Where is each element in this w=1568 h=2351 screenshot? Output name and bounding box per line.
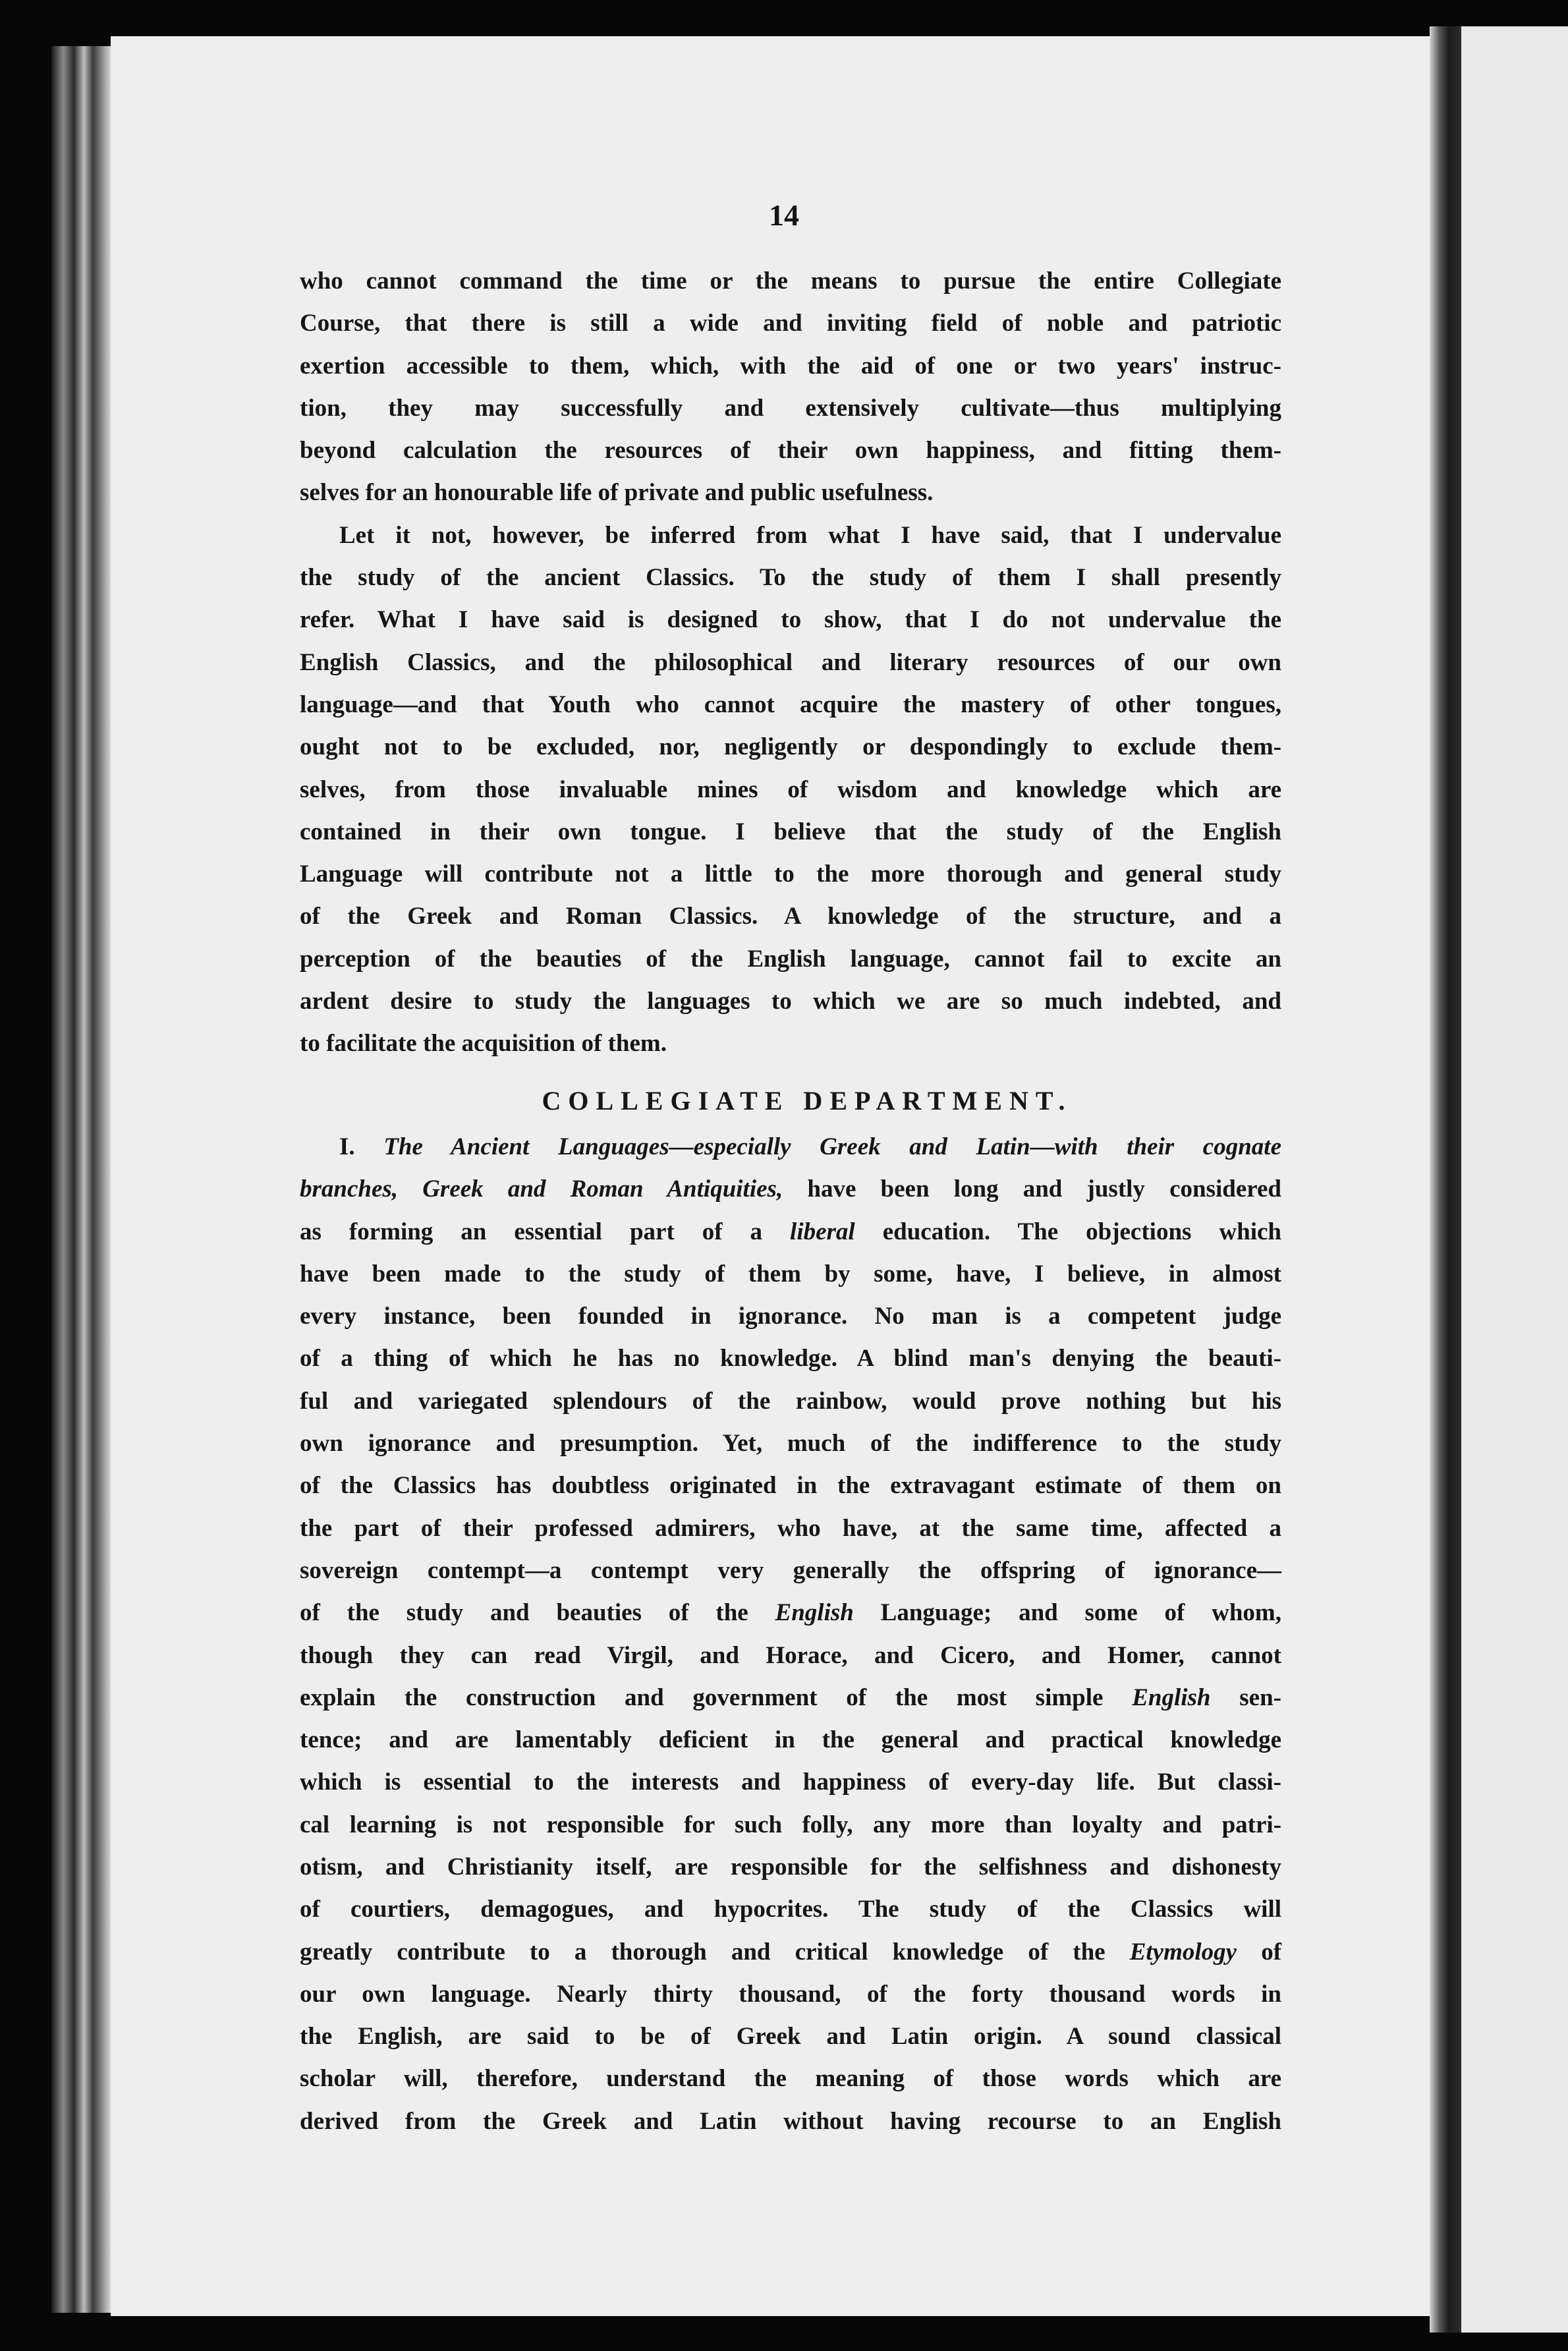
italic-word: English — [775, 1599, 854, 1627]
text-line — [300, 1931, 1281, 1973]
italic-word: Etymology — [1129, 1938, 1237, 1966]
text-line: Course, that there is still a wide and inviting field of noble and patriotic — [300, 310, 1281, 337]
paragraph-1 — [300, 260, 1281, 515]
text-line: Let it not, however, be inferred from what I have said, that I undervalue — [339, 521, 1281, 549]
text-line: the part of their professed admirers, who have, at the same time, affected a — [300, 1514, 1281, 1542]
text-line — [300, 1677, 1281, 1719]
text-line: who cannot command the time or the means to pursue the entire Collegiate — [300, 268, 1281, 295]
italic-word: English — [1132, 1684, 1211, 1711]
text-line: cal learning is not responsible for such folly, any more than loyalty and patri- — [300, 1811, 1281, 1838]
text-run: sen- — [1239, 1684, 1281, 1711]
text-line: the English, are said to be of Greek and Latin origin. A sound classical — [300, 2023, 1281, 2051]
text-line: selves, from those invaluable mines of wisdom and knowledge which are — [300, 776, 1281, 803]
text-line: derived from the Greek and Latin without having recourse to an English — [300, 2107, 1281, 2135]
text-run: of the study and beauties of the — [300, 1599, 748, 1627]
text-line: beyond calculation the resources of their own happiness, and fitting them- — [300, 437, 1281, 465]
text-line: tence; and are lamentably deficient in the general and practical knowledge — [300, 1726, 1281, 1754]
italic-phrase: The Ancient Languages—especially Greek and Latin—with their cognate — [383, 1133, 1281, 1160]
text-line — [300, 1168, 1281, 1210]
facing-page-strip — [1461, 26, 1568, 2333]
text-line: though they can read Virgil, and Horace, and Cicero, and Homer, cannot — [300, 1641, 1281, 1669]
text-run: of — [1261, 1938, 1282, 1966]
text-line: every instance, been founded in ignorance. No man is a competent judge — [300, 1303, 1281, 1330]
book-left-edge — [51, 46, 111, 2313]
text-run: as forming an essential part of a — [300, 1218, 763, 1245]
text-line: Language will contribute not a little to the more thorough and general study — [300, 861, 1281, 888]
text-line: our own language. Nearly thirty thousand, of the forty thousand words in — [300, 1980, 1281, 2008]
text-run: education. The objections which — [882, 1218, 1281, 1245]
paragraph-2 — [300, 515, 1281, 1065]
text-line: contained in their own tongue. I believe that the study of the English — [300, 818, 1281, 845]
text-line: sovereign contempt—a contempt very generally the offspring of ignorance— — [300, 1556, 1281, 1584]
text-line: ardent desire to study the languages to which we are so much indebted, and — [300, 988, 1281, 1015]
section-heading: COLLEGIATE DEPARTMENT. — [542, 1085, 1073, 1116]
text-line: exertion accessible to them, which, with the aid of one or two years' instruc- — [300, 352, 1281, 380]
text-run: Language; and some of whom, — [880, 1599, 1282, 1627]
italic-word: liberal — [790, 1218, 855, 1245]
text-line: refer. What I have said is designed to show, that I do not undervalue the — [300, 606, 1281, 634]
paragraph-3 — [300, 1126, 1281, 2143]
text-run: greatly contribute to a thorough and critical knowledge of the — [300, 1938, 1106, 1966]
text-line — [300, 1211, 1281, 1253]
text-line: tion, they may successfully and extensively cultivate—thus multiplying — [300, 394, 1281, 422]
text-line: own ignorance and presumption. Yet, much of the indifference to the study — [300, 1430, 1281, 1458]
text-line: English Classics, and the philosophical and literary resources of our own — [300, 648, 1281, 676]
text-line: which is essential to the interests and happiness of every-day life. But classi- — [300, 1769, 1281, 1796]
book-gutter-edge — [1430, 26, 1461, 2333]
text-line: to facilitate the acquisition of them. — [300, 1030, 667, 1058]
text-line: selves for an honourable life of private and public usefulness. — [300, 479, 934, 507]
text-line — [300, 1592, 1281, 1634]
text-line: of a thing of which he has no knowledge. A blind man's denying the beauti- — [300, 1345, 1281, 1373]
section-numeral: I. — [339, 1133, 355, 1160]
text-line: of the Greek and Roman Classics. A knowledge of the structure, and a — [300, 903, 1281, 930]
text-run: have been long and justly considered — [807, 1176, 1282, 1203]
text-line — [300, 1126, 1281, 1168]
text-line: otism, and Christianity itself, are responsible for the selfishness and dishonesty — [300, 1853, 1281, 1881]
text-line: ought not to be excluded, nor, negligently or despondingly to exclude them- — [300, 733, 1281, 761]
text-line: the study of the ancient Classics. To the study of them I shall presently — [300, 564, 1281, 592]
page-number: 14 — [769, 198, 799, 232]
italic-phrase: branches, Greek and Roman Antiquities, — [300, 1176, 783, 1203]
text-line: of the Classics has doubtless originated in the extravagant estimate of them on — [300, 1472, 1281, 1500]
text-line: of courtiers, demagogues, and hypocrites. The study of the Classics will — [300, 1896, 1281, 1923]
text-line: scholar will, therefore, understand the meaning of those words which are — [300, 2065, 1281, 2093]
text-line: have been made to the study of them by some, have, I believe, in almost — [300, 1260, 1281, 1288]
text-line: language—and that Youth who cannot acquire the mastery of other tongues, — [300, 691, 1281, 718]
text-line: ful and variegated splendours of the rainbow, would prove nothing but his — [300, 1387, 1281, 1415]
text-run: explain the construction and government of the most simple — [300, 1684, 1104, 1711]
text-line: perception of the beauties of the English language, cannot fail to excite an — [300, 945, 1281, 973]
body-text — [300, 260, 1281, 2143]
